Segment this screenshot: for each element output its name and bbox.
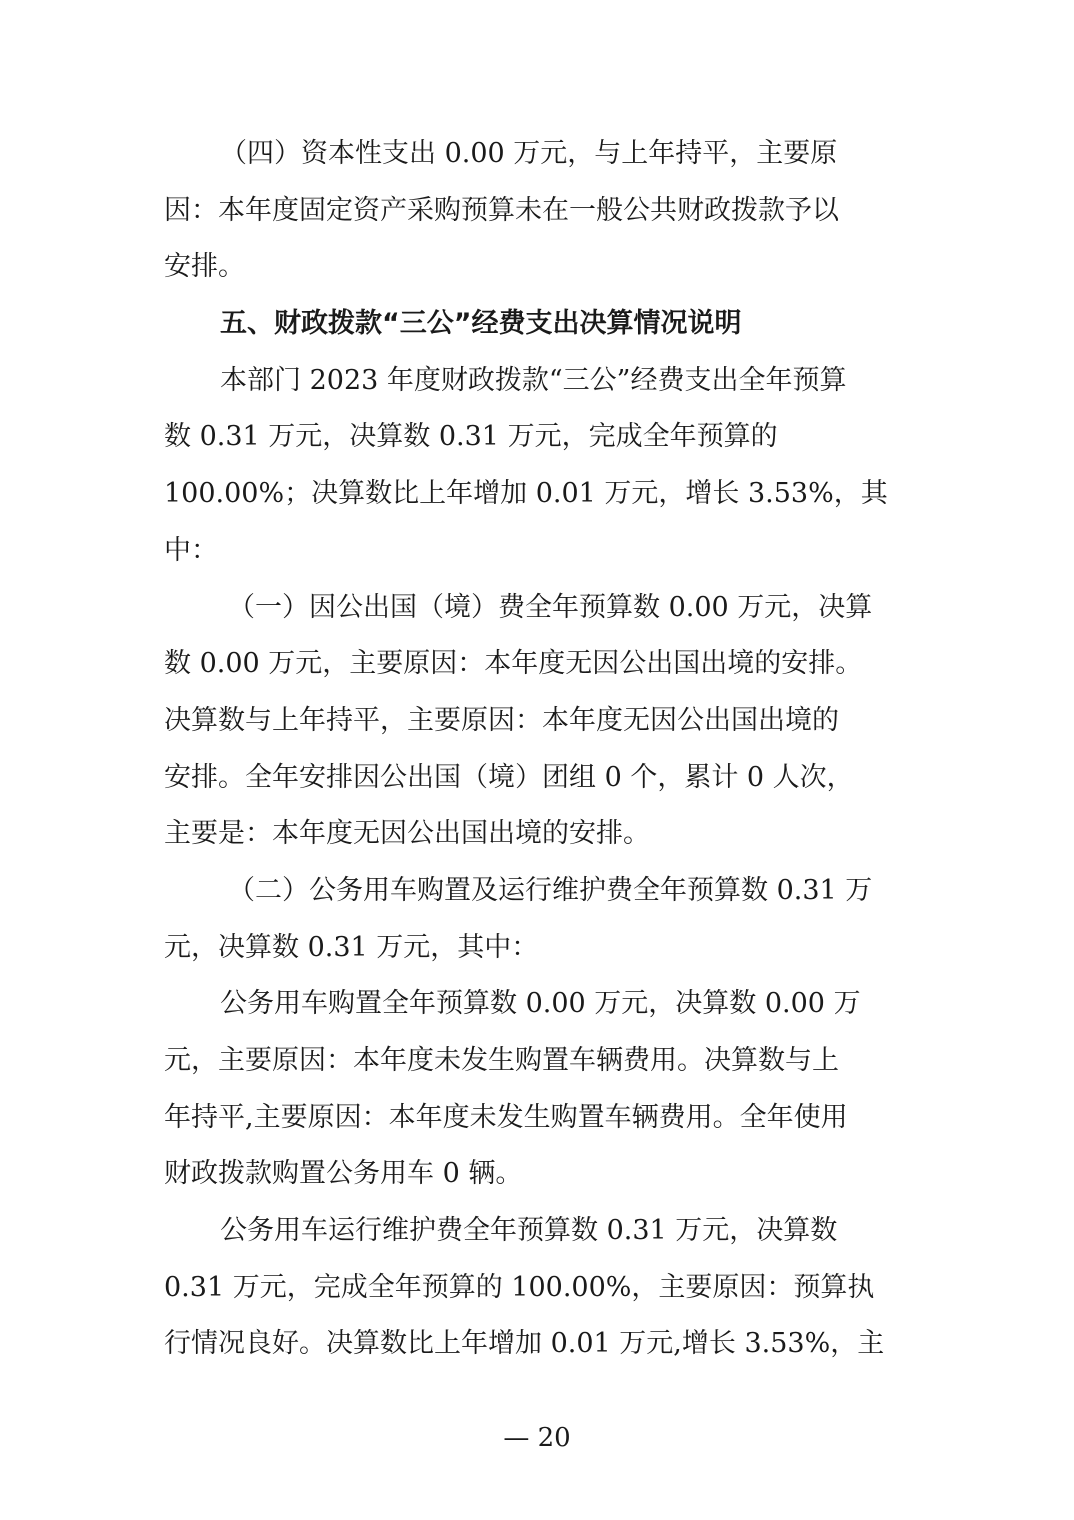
paragraph-vehicle-purchase-line-4: 财政拨款购置公务用车 0 辆。 (164, 1158, 523, 1190)
body-text (164, 126, 904, 1373)
paragraph-vehicle-operation-line-3: 行情况良好。决算数比上年增加 0.01 万元,增长 3.53%，主 (164, 1328, 885, 1360)
page-number: — 20 (503, 1423, 571, 1453)
paragraph-vehicle-operation-line-1: 公务用车运行维护费全年预算数 0.31 万元，决算数 (220, 1215, 838, 1247)
paragraph-overview-line-3: 100.00%；决算数比上年增加 0.01 万元，增长 3.53%，其 (164, 478, 888, 510)
paragraph-overview-line-2: 数 0.31 万元，决算数 0.31 万元，完成全年预算的 (164, 421, 778, 453)
paragraph-capital-expenditure-line-2: 因：本年度固定资产采购预算未在一般公共财政拨款予以 (164, 194, 839, 226)
paragraph-capital-expenditure-line-1: （四）资本性支出 0.00 万元，与上年持平，主要原 (220, 138, 838, 169)
paragraph-vehicles-line-1: （二）公务用车购置及运行维护费全年预算数 0.31 万 (228, 874, 873, 906)
paragraph-vehicle-operation-line-2: 0.31 万元，完成全年预算的 100.00%，主要原因：预算执 (164, 1271, 875, 1303)
paragraph-vehicle-purchase-line-3: 年持平,主要原因：本年度未发生购置车辆费用。全年使用 (164, 1101, 848, 1133)
paragraph-vehicles-line-2: 元，决算数 0.31 万元，其中： (164, 931, 539, 963)
paragraph-overseas-line-5: 主要是：本年度无因公出国出境的安排。 (164, 818, 650, 850)
paragraph-overseas-line-4: 安排。全年安排因公出国（境）团组 0 个，累计 0 人次， (164, 761, 854, 793)
paragraph-overview-line-4: 中： (164, 534, 218, 566)
paragraph-overview-line-1: 本部门 2023 年度财政拨款“三公”经费支出全年预算 (220, 364, 847, 396)
paragraph-overseas-line-3: 决算数与上年持平，主要原因：本年度无因公出国出境的 (164, 704, 839, 736)
paragraph-vehicle-purchase-line-2: 元，主要原因：本年度未发生购置车辆费用。决算数与上 (164, 1045, 839, 1076)
paragraph-capital-expenditure-line-3: 安排。 (164, 251, 245, 283)
paragraph-vehicle-purchase-line-1: 公务用车购置全年预算数 0.00 万元，决算数 0.00 万 (220, 988, 861, 1020)
paragraph-overseas-line-1: （一）因公出国（境）费全年预算数 0.00 万元，决算 (228, 591, 873, 623)
paragraph-overseas-line-2: 数 0.00 万元，主要原因：本年度无因公出国出境的安排。 (164, 648, 863, 680)
section-heading-three-public: 五、财政拨款“三公”经费支出决算情况说明 (220, 308, 742, 340)
